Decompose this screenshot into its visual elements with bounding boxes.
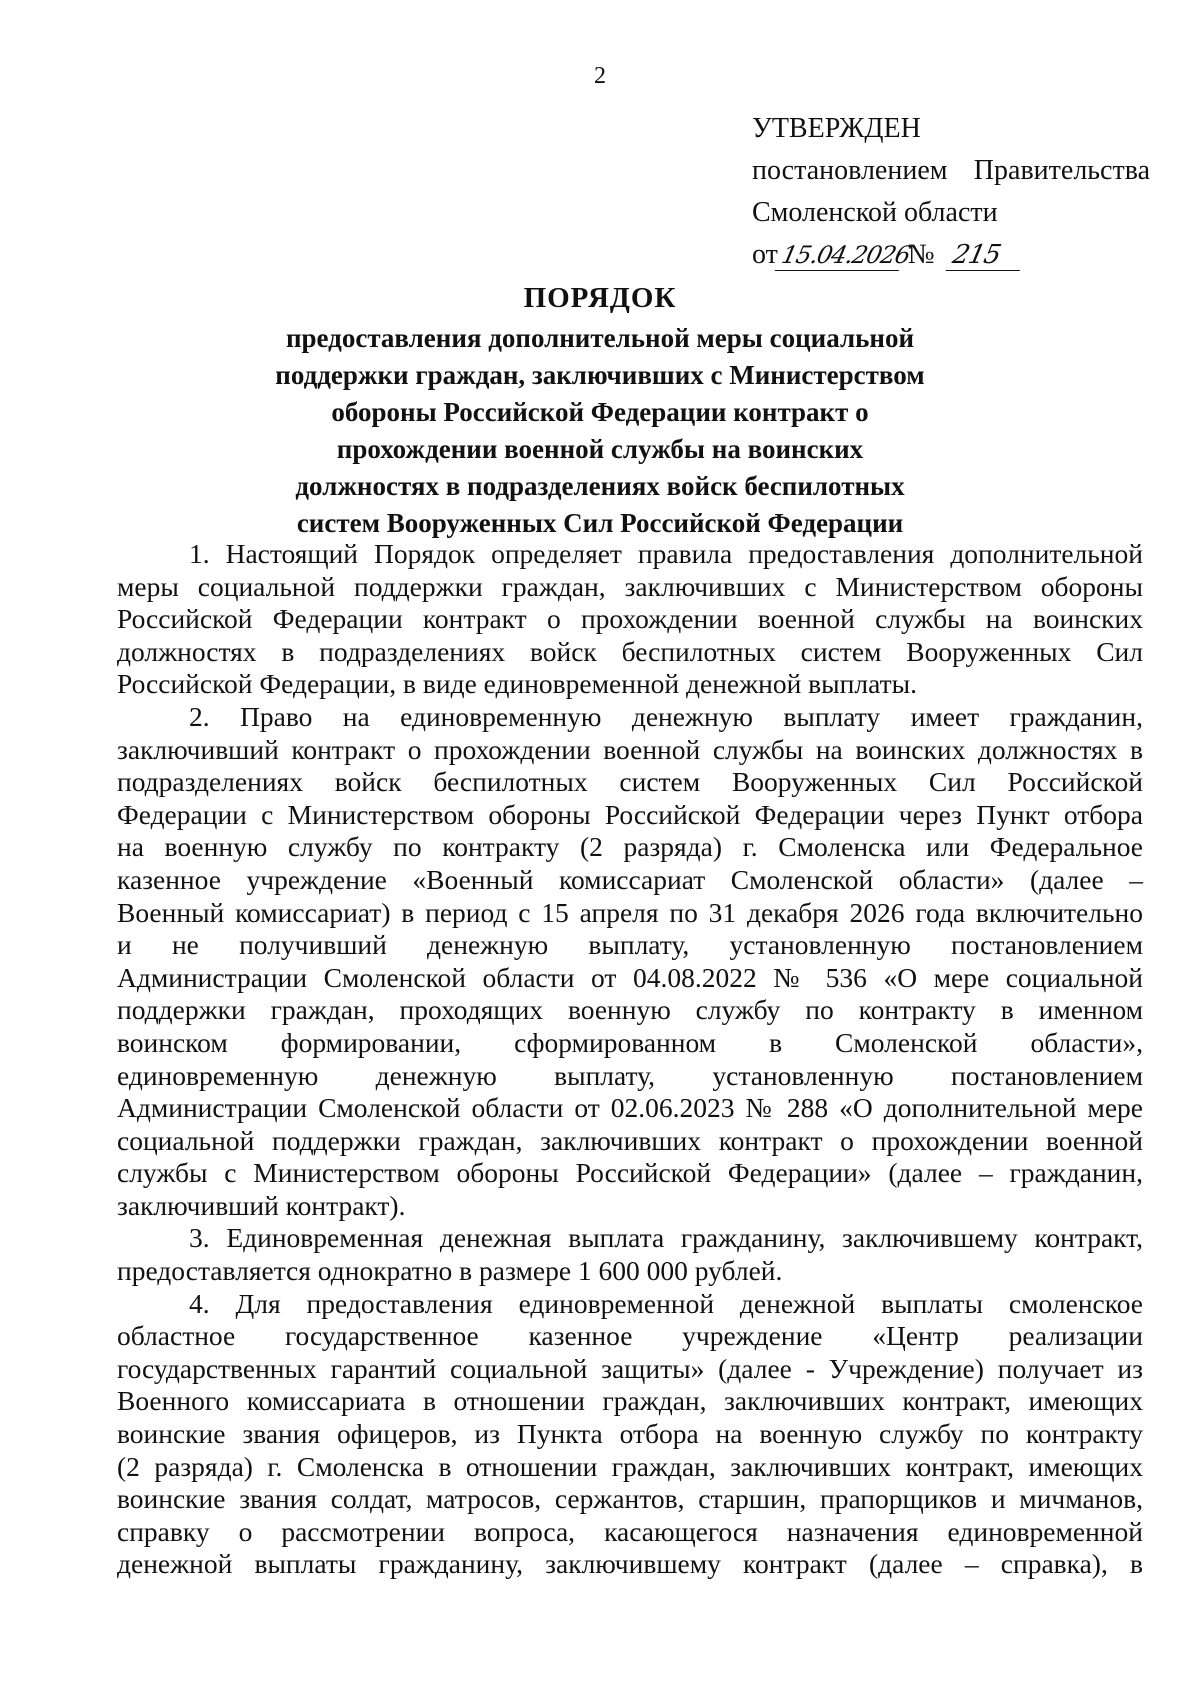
document-subtitle (0, 320, 1200, 542)
approval-government-word: Правительства (973, 155, 1150, 186)
paragraph-1-line: 1. Настоящий Порядок определяет правила предоставления дополнительной (189, 538, 1143, 569)
approval-heading: УТВЕРЖДЕН (752, 113, 921, 144)
paragraph-1-line: Российской Федерации, в виде единовременной денежной выплаты. (117, 668, 917, 700)
subtitle-line: должностях в подразделениях войск беспилотных (295, 471, 905, 501)
handwritten-date: 15.04.2026 (775, 240, 906, 271)
subtitle-line: прохождении военной службы на воинских (336, 434, 864, 464)
paragraph-4-line: областное государственное казенное учреждение «Центр реализации (117, 1320, 1143, 1352)
approval-resolution-word: постановлением (752, 155, 948, 186)
approval-resolution-line (752, 150, 1150, 192)
paragraph-4-line: воинские звания офицеров, из Пункта отбора на военную службу по контракту (117, 1418, 1143, 1450)
paragraph-2-line: казенное учреждение «Военный комиссариат Смоленской области» (далее – (117, 863, 1143, 895)
paragraph-2-line: Военный комиссариат) в период с 15 апреля по 31 декабря 2026 года включительно (117, 896, 1143, 928)
approval-number-sign: № (907, 239, 935, 270)
subtitle-line: поддержки граждан, заключивших с Министерством (275, 360, 925, 390)
page-number: 2 (594, 63, 606, 89)
subtitle-line: предоставления дополнительной меры социальной (285, 323, 914, 353)
approval-stamp-block (752, 108, 1172, 276)
paragraph-4-line: воинские звания солдат, матросов, сержантов, старшин, прапорщиков и мичманов, (117, 1483, 1143, 1515)
paragraph-2-line: заключивший контракт о прохождении военной службы на воинских должностях в (117, 733, 1143, 765)
paragraph-2-line: заключивший контракт). (117, 1189, 406, 1221)
paragraph-2-line: единовременную денежную выплату, установленную постановлением (117, 1059, 1143, 1091)
paragraph-2-line: Администрации Смоленской области от 04.08.2022 № 536 «О мере социальной (117, 961, 1143, 993)
paragraph-4-line: справку о рассмотрении вопроса, касающегося назначения единовременной (117, 1515, 1143, 1547)
subtitle-line: систем Вооруженных Сил Российской Федерации (296, 508, 904, 538)
paragraph-4-line: государственных гарантий социальной защиты» (далее - Учреждение) получает из (117, 1352, 1143, 1384)
subtitle-line: обороны Российской Федерации контракт о (331, 397, 869, 427)
paragraph-1-line: Российской Федерации контракт о прохождении военной службы на воинских (117, 603, 1143, 635)
paragraph-2-line: на военную службу по контракту (2 разряда) г. Смоленска или Федеральное (117, 831, 1143, 863)
paragraph-2-line: поддержки граждан, проходящих военную службу по контракту в именном (117, 994, 1143, 1026)
paragraph-4-line: денежной выплаты гражданину, заключившему контракт (далее – справка), в (117, 1548, 1143, 1580)
paragraph-2-line: подразделениях войск беспилотных систем Вооруженных Сил Российской (117, 766, 1143, 798)
approval-from-prefix: от (752, 239, 778, 270)
paragraph-3-line: 3. Единовременная денежная выплата гражданину, заключившему контракт, (189, 1222, 1143, 1254)
paragraph-1-line: должностях в подразделениях войск беспилотных систем Вооруженных Сил (117, 635, 1143, 667)
handwritten-number: 215 (945, 240, 1026, 271)
approval-date-number-line (752, 234, 1172, 276)
paragraph-2-line: Администрации Смоленской области от 02.06.2023 № 288 «О дополнительной мере (117, 1092, 1143, 1124)
paragraph-2-line: 2. Право на единовременную денежную выплату имеет гражданин, (189, 700, 1143, 732)
document-title-block (0, 276, 1200, 542)
approval-region: Смоленской области (752, 197, 998, 228)
paragraph-2-line: службы с Министерством обороны Российской Федерации» (далее – гражданин, (117, 1157, 1143, 1189)
paragraph-3-line: предоставляется однократно в размере 1 600 000 рублей. (117, 1255, 783, 1287)
paragraph-2-line: и не получивший денежную выплату, установленную постановлением (117, 929, 1143, 961)
paragraph-2-line: воинском формировании, сформированном в Смоленской области», (117, 1026, 1143, 1058)
document-title: ПОРЯДОК (523, 282, 677, 314)
paragraph-4-line: Военного комиссариата в отношении граждан, заключивших контракт, имеющих (117, 1385, 1143, 1417)
document-body (117, 538, 1143, 1581)
paragraph-1-line: меры социальной поддержки граждан, заключивших с Министерством обороны (117, 570, 1143, 602)
paragraph-2-line: социальной поддержки граждан, заключивших контракт о прохождении военной (117, 1124, 1143, 1156)
paragraph-2-line: Федерации с Министерством обороны Российской Федерации через Пункт отбора (117, 798, 1143, 830)
paragraph-4-line: (2 разряда) г. Смоленска в отношении граждан, заключивших контракт, имеющих (117, 1450, 1143, 1482)
paragraph-4-line: 4. Для предоставления единовременной денежной выплаты смоленское (189, 1287, 1143, 1319)
